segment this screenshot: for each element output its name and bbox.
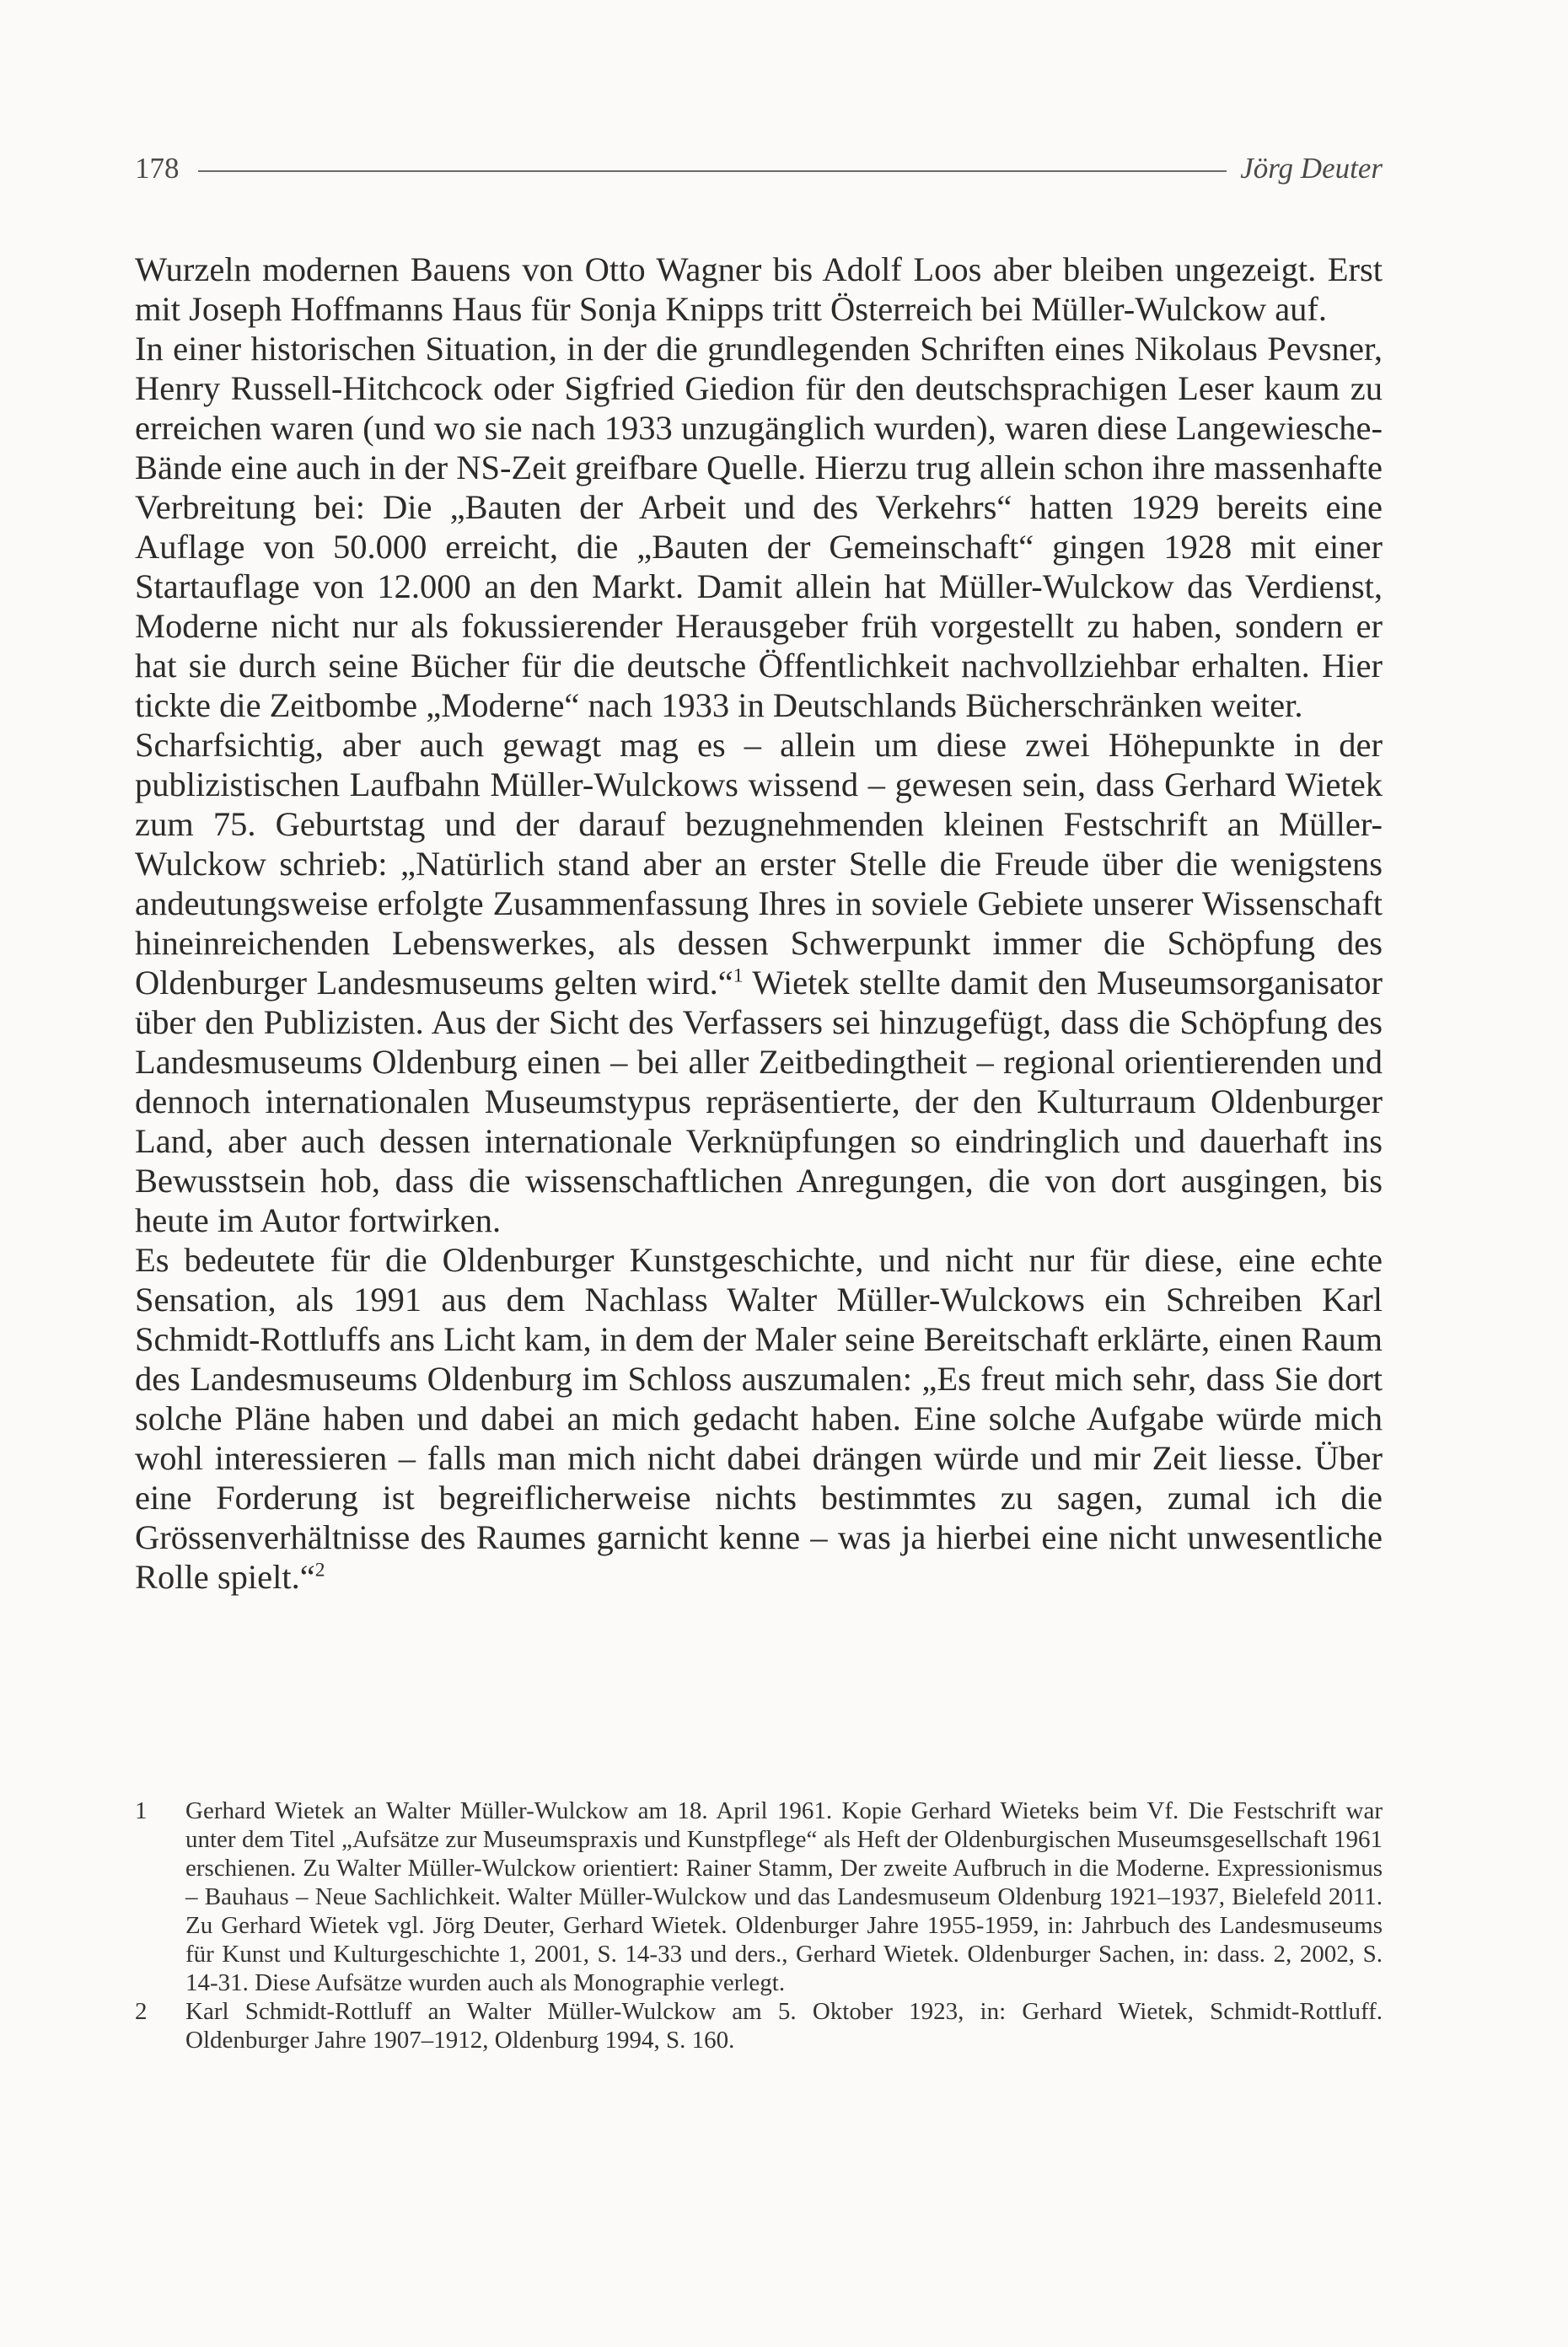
paragraph-text: Wietek stellte damit den Museumsorganisator über den Publizisten. Aus der Sicht des Verfassers sei hinzugefügt, dass die Schöpfung des Landesmuseums Oldenburg einen – bei aller Zeitbedingtheit – regional orientierenden und dennoch internationalen Museumstypus repräsentierte, der den Kulturraum Oldenburger Land, aber auch dessen internationale Verknüpfungen so eindringlich und dauerhaft ins Bewusstsein hob, dass die wissenschaftlichen Anregungen, die von dort ausgingen, bis heute im Autor fortwirken.	[135, 964, 1383, 1239]
footnote-text: Gerhard Wietek an Walter Müller-Wulckow am 18. April 1961. Kopie Gerhard Wieteks beim Vf. Die Festschrift war unter dem Titel „Aufsätze zur Museumspraxis und Kunstpflege“ als Heft der Oldenburgischen Museumsgesellschaft 1961 erschienen. Zu Walter Müller-Wulckow orientiert: Rainer Stamm, Der zweite Aufbruch in die Moderne. Expressionismus – Bauhaus – Neue Sachlichkeit. Walter Müller-Wulckow und das Landesmuseum Oldenburg 1921–1937, Bielefeld 2011. Zu Gerhard Wietek vgl. Jörg Deuter, Gerhard Wietek. Oldenburger Jahre 1955-1959, in: Jahrbuch des Landesmuseums für Kunst und Kulturgeschichte 1, 2001, S. 14-33 und ders., Gerhard Wietek. Oldenburger Sachen, in: dass. 2, 2002, S. 14-31. Diese Aufsätze wurden auch als Monographie verlegt.	[185, 1797, 1383, 1996]
paragraph-text: Scharfsichtig, aber auch gewagt mag es – allein um diese zwei Höhepunkte in der publizistischen Laufbahn Müller-Wulckows wissend – gewesen sein, dass Gerhard Wietek zum 75. Geburtstag und der darauf bezugnehmenden kleinen Festschrift an Müller-Wulckow schrieb: „Natürlich stand aber an erster Stelle die Freude über die wenigstens andeutungsweise erfolgte Zusammenfassung Ihres in soviele Gebiete unserer Wissenschaft hineinreichenden Lebenswerkes, als dessen Schwerpunkt immer die Schöpfung des Oldenburger Landesmuseums gelten wird.“	[135, 726, 1383, 1002]
footnote-number: 1	[135, 1797, 148, 1824]
paragraph: In einer historischen Situation, in der die grundlegenden Schriften eines Nikolaus Pevsner, Henry Russell-Hitchcock oder Sigfried Giedion für den deutschsprachigen Leser kaum zu erreichen waren (und wo sie nach 1933 unzugänglich wurden), waren diese Langewiesche-Bände eine auch in der NS-Zeit greifbare Quelle. Hierzu trug allein schon ihre massenhafte Verbreitung bei: Die „Bauten der Arbeit und des Verkehrs“ hatten 1929 bereits eine Auflage von 50.000 erreicht, die „Bauten der Gemeinschaft“ gingen 1928 mit einer Startauflage von 12.000 an den Markt. Damit allein hat Müller-Wulckow das Verdienst, Moderne nicht nur als fokussierender Herausgeber früh vorgestellt zu haben, sondern er hat sie durch seine Bücher für die deutsche Öffentlichkeit nachvollziehbar erhalten. Hier tickte die Zeitbombe „Moderne“ nach 1933 in Deutschlands Bücherschränken weiter.	[135, 330, 1383, 724]
page-number: 178	[135, 152, 180, 185]
running-head-author: Jörg Deuter	[1240, 152, 1383, 185]
paragraph	[135, 1240, 1383, 1597]
running-head	[135, 143, 1383, 194]
footnote	[135, 1997, 1383, 2054]
footnote-reference[interactable]: 2	[314, 1559, 325, 1582]
footnotes	[135, 1797, 1383, 2054]
footnote-number: 2	[135, 1998, 148, 2025]
footnote-text: Karl Schmidt-Rottluff an Walter Müller-Wulckow am 5. Oktober 1923, in: Gerhard Wietek, Schmidt-Rottluff. Oldenburger Jahre 1907–1912, Oldenburg 1994, S. 160.	[185, 1998, 1383, 2054]
paragraph: Wurzeln modernen Bauens von Otto Wagner bis Adolf Loos aber bleiben ungezeigt. Erst mit Joseph Hoffmanns Haus für Sonja Knipps tritt Österreich bei Müller-Wulckow auf.	[135, 250, 1383, 328]
header-rule	[198, 170, 1227, 172]
footnote-reference[interactable]: 1	[733, 964, 744, 987]
paragraph	[135, 725, 1383, 1240]
main-text	[135, 250, 1383, 1597]
paragraph-text: Es bedeutete für die Oldenburger Kunstgeschichte, und nicht nur für diese, eine echte Sensation, als 1991 aus dem Nachlass Walter Müller-Wulckows ein Schreiben Karl Schmidt-Rottluffs ans Licht kam, in dem der Maler seine Bereitschaft erklärte, einen Raum des Landesmuseums Oldenburg im Schloss auszumalen: „Es freut mich sehr, dass Sie dort solche Pläne haben und dabei an mich gedacht haben. Eine solche Aufgabe würde mich wohl interessieren – falls man mich nicht dabei drängen würde und mir Zeit liesse. Über eine Forderung ist begreiflicherweise nichts bestimmtes zu sagen, zumal ich die Grössenverhältnisse des Raumes garnicht kenne – was ja hierbei eine nicht unwesentliche Rolle spielt.“	[135, 1241, 1383, 1596]
footnote	[135, 1797, 1383, 1997]
